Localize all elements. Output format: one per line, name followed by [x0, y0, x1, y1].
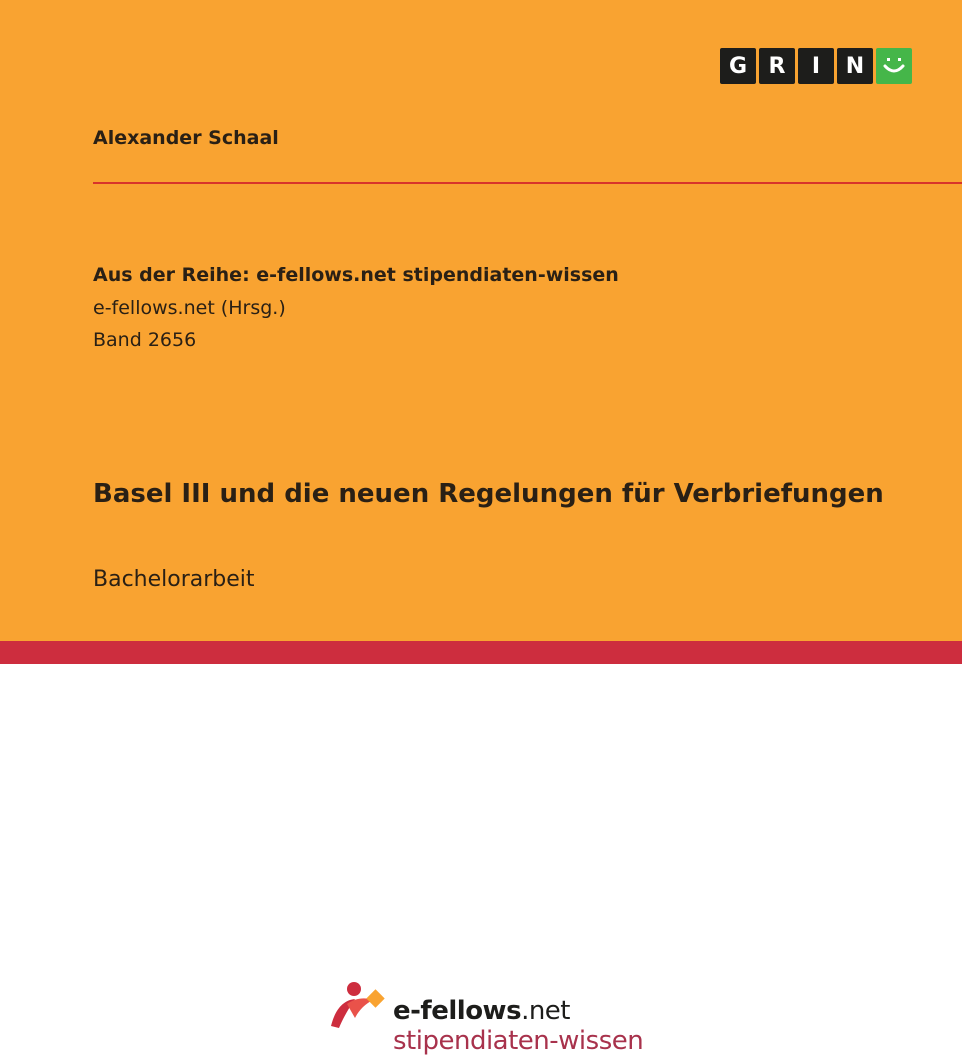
- grin-letter-r: R: [759, 48, 795, 84]
- e-fellows-logo: [329, 980, 649, 1055]
- document-type: Bachelorarbeit: [93, 567, 255, 592]
- e-fellows-tagline: stipendiaten-wissen: [393, 1026, 644, 1056]
- grin-letter-g: G: [720, 48, 756, 84]
- e-fellows-wordmark: e-fellows.net: [393, 996, 570, 1026]
- cover-red-band: [0, 641, 962, 664]
- grin-letter-i: I: [798, 48, 834, 84]
- author-name: Alexander Schaal: [93, 127, 279, 149]
- book-title: Basel III und die neuen Regelungen für Verbriefungen: [93, 479, 884, 509]
- e-fellows-figure-icon: [329, 980, 385, 1030]
- series-line: Aus der Reihe: e-fellows.net stipendiaten-wissen: [93, 264, 619, 286]
- series-editor: e-fellows.net (Hrsg.): [93, 297, 286, 319]
- grin-letter-n: N: [837, 48, 873, 84]
- divider-rule: [93, 182, 962, 184]
- grin-logo: [720, 48, 912, 84]
- smiley-icon: [876, 48, 912, 84]
- series-volume: Band 2656: [93, 329, 197, 351]
